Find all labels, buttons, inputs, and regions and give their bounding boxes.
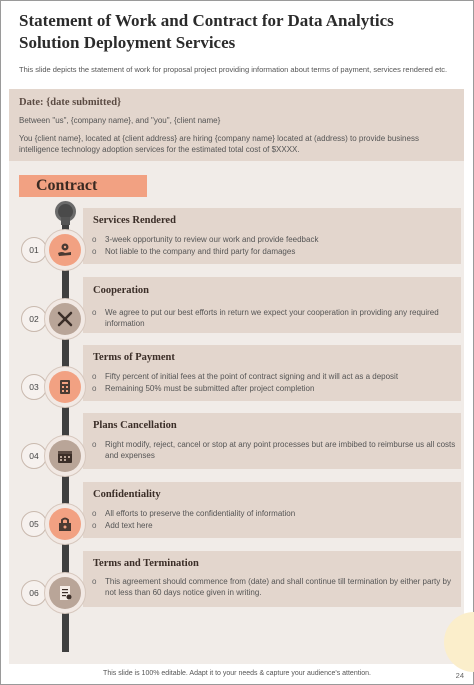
section-number: 04 [21, 443, 47, 469]
document-termination-icon [49, 577, 81, 609]
bullet: o Fifty percent of initial fees at the point of contract signing and it will act as a deposit [92, 372, 399, 381]
bullet-marker: o [92, 521, 97, 530]
section-number: 01 [21, 237, 47, 263]
bullet-marker: o [92, 509, 97, 518]
section-title-services: Services Rendered [93, 215, 176, 226]
bullet-marker: o [92, 308, 97, 317]
section-title-payment: Terms of Payment [93, 352, 175, 363]
confidential-icon [49, 508, 81, 540]
section-number: 02 [21, 306, 47, 332]
hand-gear-icon [49, 234, 81, 266]
contract-heading: Contract [36, 177, 98, 194]
section-title-confidentiality: Confidentiality [93, 489, 161, 500]
section-title-termination: Terms and Termination [93, 558, 199, 569]
bullet: o We agree to put our best efforts in return we expect your cooperation in providing any required information [92, 308, 439, 328]
timeline-knob-base [61, 217, 70, 225]
hiring-line: You {client name}, located at {client address} are hiring {company name} located at (address) to provide business intelligence technology adoption services for the estimated total cost of $XXXX. [19, 134, 419, 154]
page-number: 24 [455, 671, 464, 680]
bullet: o All efforts to preserve the confidentiality of information [92, 509, 296, 518]
bullet: o This agreement should commence from (date) and shall continue till termination by either party by not less than 60 days notice given in writing. [92, 577, 451, 597]
bullet-marker: o [92, 440, 97, 449]
bullet: o Right modify, reject, cancel or stop at any point processes but are imbibed to reimburse us all costs and expenses [92, 440, 456, 460]
section-title-cooperation: Cooperation [93, 285, 149, 296]
cooperation-icon [49, 303, 81, 335]
page-subtitle: This slide depicts the statement of work for proposal project providing information about terms of payment, services rendered etc. [19, 65, 448, 74]
footer-note: This slide is 100% editable. Adapt it to your needs & capture your audience's attention. [103, 670, 371, 677]
parties-line: Between "us", {company name}, and "you", {client name} [19, 116, 221, 125]
bullet-marker: o [92, 247, 97, 256]
bullet-marker: o [92, 384, 97, 393]
calendar-cancel-icon [49, 440, 81, 472]
title-line-1: Statement of Work and Contract for Data Analytics [19, 11, 394, 30]
bullet-marker: o [92, 577, 97, 586]
title-line-2: Solution Deployment Services [19, 33, 236, 52]
payment-icon [49, 371, 81, 403]
bullet-marker: o [92, 235, 97, 244]
section-number: 03 [21, 374, 47, 400]
section-number: 05 [21, 511, 47, 537]
bullet-marker: o [92, 372, 97, 381]
bullet: o Remaining 50% must be submitted after project completion [92, 384, 315, 393]
bullet: o 3-week opportunity to review our work and provide feedback [92, 235, 319, 244]
date-label: Date: {date submitted} [19, 97, 122, 108]
bullet: o Not liable to the company and third party for damages [92, 247, 296, 256]
section-number: 06 [21, 580, 47, 606]
section-title-cancellation: Plans Cancellation [93, 420, 177, 431]
page-title [19, 10, 459, 54]
bullet: o Add text here [92, 521, 153, 530]
